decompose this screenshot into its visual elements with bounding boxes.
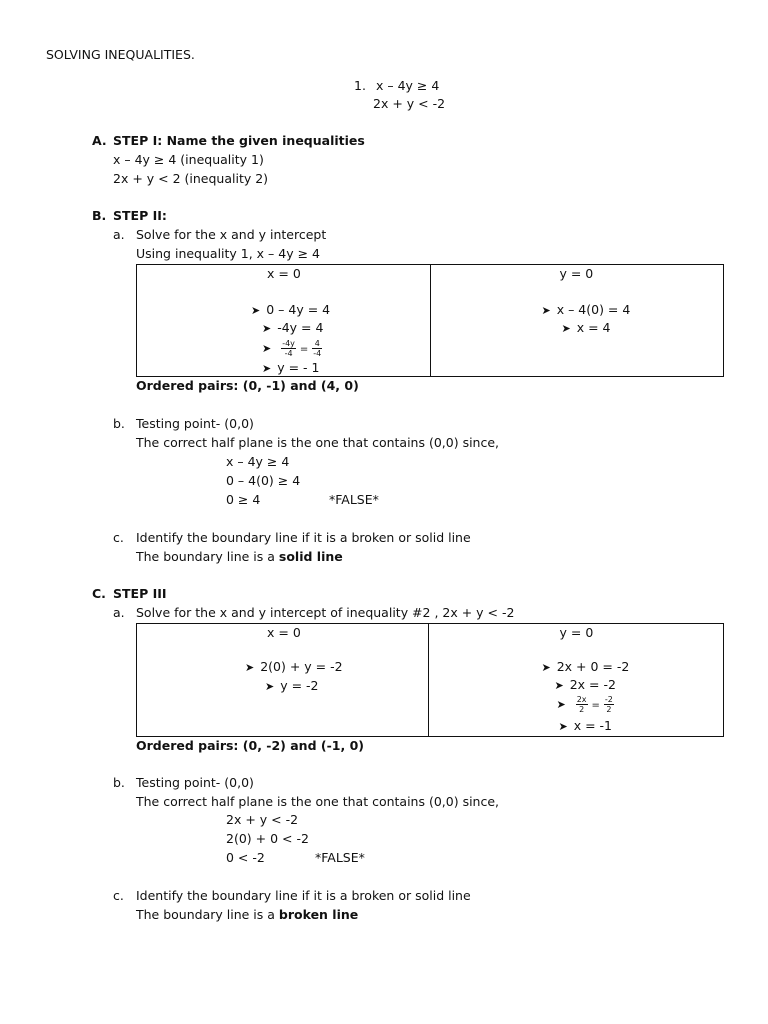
arrowhead-bullet-icon: ➤ <box>262 362 272 375</box>
problem-line-2: 2x + y < -2 <box>373 96 446 111</box>
step-c-work-3: 0 < -2 <box>226 850 265 865</box>
step-a-line-1: x – 4y ≥ 4 (inequality 1) <box>113 152 264 167</box>
table-1-left-row: ➤ y = - 1 <box>262 360 320 375</box>
problem-line-1: x – 4y ≥ 4 <box>376 78 440 93</box>
step-c-a-text: Solve for the x and y intercept of inequality #2 , 2x + y < -2 <box>136 605 515 620</box>
table-2-right-row: ➤ x = -1 <box>558 718 612 733</box>
step-c-a-letter: a. <box>113 605 125 620</box>
table-1-left-header: x = 0 <box>267 266 301 281</box>
intercept-table-1 <box>136 264 724 377</box>
arrowhead-bullet-icon: ➤ <box>262 342 272 355</box>
step-b-c-letter: c. <box>113 530 124 545</box>
arrowhead-bullet-icon: ➤ <box>554 679 564 692</box>
step-b-false: *FALSE* <box>329 492 379 507</box>
arrowhead-bullet-icon: ➤ <box>556 698 566 711</box>
table-1-left-row: ➤ 0 – 4y = 4 <box>251 302 331 317</box>
step-b-c-sub: The boundary line is a solid line <box>136 549 343 564</box>
step-c-c-letter: c. <box>113 888 124 903</box>
step-a-letter: A. <box>92 133 107 148</box>
step-c-work-1: 2x + y < -2 <box>226 812 299 827</box>
arrowhead-bullet-icon: ➤ <box>541 661 551 674</box>
arrowhead-bullet-icon: ➤ <box>245 661 255 674</box>
step-b-work-1: x – 4y ≥ 4 <box>226 454 290 469</box>
table-1-right-cell <box>431 265 724 377</box>
table-1-right-row: ➤ x – 4(0) = 4 <box>541 302 631 317</box>
intercept-table-2 <box>136 623 724 737</box>
table-2-left-header: x = 0 <box>267 625 301 640</box>
step-c-b-text: Testing point- (0,0) <box>136 775 254 790</box>
step-c-letter: C. <box>92 586 106 601</box>
step-c-false: *FALSE* <box>315 850 365 865</box>
step-c-c-sub: The boundary line is a broken line <box>136 907 359 922</box>
fraction: $\frac{-4y}{-4}$ <box>282 339 295 358</box>
step-b-c-text: Identify the boundary line if it is a broken or solid line <box>136 530 471 545</box>
problem-number: 1. <box>354 78 366 93</box>
page-title: SOLVING INEQUALITIES. <box>46 47 195 62</box>
table-2-right-header: y = 0 <box>559 625 594 640</box>
step-b-work-2: 0 – 4(0) ≥ 4 <box>226 473 301 488</box>
step-c-c-text: Identify the boundary line if it is a broken or solid line <box>136 888 471 903</box>
fraction: $\frac{2x}{2}$ <box>576 695 587 714</box>
fraction: $\frac{-2}{2}$ <box>604 695 613 714</box>
step-b-a-letter: a. <box>113 227 125 242</box>
step-b-b-text: Testing point- (0,0) <box>136 416 254 431</box>
table-2-left-cell <box>137 624 429 737</box>
table-2-left-row: ➤ y = -2 <box>265 678 319 693</box>
arrowhead-bullet-icon: ➤ <box>262 322 272 335</box>
step-b-b-letter: b. <box>113 416 125 431</box>
table-2-left-row: ➤ 2(0) + y = -2 <box>245 659 343 674</box>
step-c-work-2: 2(0) + 0 < -2 <box>226 831 309 846</box>
table-1-right-row: ➤ x = 4 <box>561 320 611 335</box>
step-c-heading: STEP III <box>113 586 167 601</box>
table-1-left-row: ➤ -4y = 4 <box>262 320 324 335</box>
arrowhead-bullet-icon: ➤ <box>558 720 568 733</box>
ordered-pairs-2: Ordered pairs: (0, -2) and (-1, 0) <box>136 738 364 753</box>
ordered-pairs-1: Ordered pairs: (0, -1) and (4, 0) <box>136 378 359 393</box>
table-2-right-frac-row: ➤ $\frac{2x}{2}$ = $\frac{-2}{2}$ <box>556 695 613 714</box>
step-b-a-text: Solve for the x and y intercept <box>136 227 327 242</box>
step-c-b-letter: b. <box>113 775 125 790</box>
table-1-left-frac-row: ➤ $\frac{-4y}{-4}$ = $\frac{4}{-4}$ <box>262 339 322 358</box>
arrowhead-bullet-icon: ➤ <box>251 304 261 317</box>
arrowhead-bullet-icon: ➤ <box>561 322 571 335</box>
arrowhead-bullet-icon: ➤ <box>265 680 275 693</box>
step-b-b-sub: The correct half plane is the one that contains (0,0) since, <box>136 435 500 450</box>
table-1-left-cell <box>137 265 431 377</box>
table-2-right-row: ➤ 2x + 0 = -2 <box>541 659 630 674</box>
step-a-line-2: 2x + y < 2 (inequality 2) <box>113 171 269 186</box>
step-a-heading: STEP I: Name the given inequalities <box>113 133 365 148</box>
step-b-letter: B. <box>92 208 107 223</box>
step-b-heading: STEP II: <box>113 208 167 223</box>
step-c-b-sub: The correct half plane is the one that contains (0,0) since, <box>136 794 500 809</box>
fraction: $\frac{4}{-4}$ <box>313 339 322 358</box>
arrowhead-bullet-icon: ➤ <box>541 304 551 317</box>
table-2-right-row: ➤ 2x = -2 <box>554 677 616 692</box>
table-2-right-cell <box>428 624 724 737</box>
step-b-work-3: 0 ≥ 4 <box>226 492 261 507</box>
table-1-right-header: y = 0 <box>559 266 594 281</box>
step-b-a-sub: Using inequality 1, x – 4y ≥ 4 <box>136 246 321 261</box>
